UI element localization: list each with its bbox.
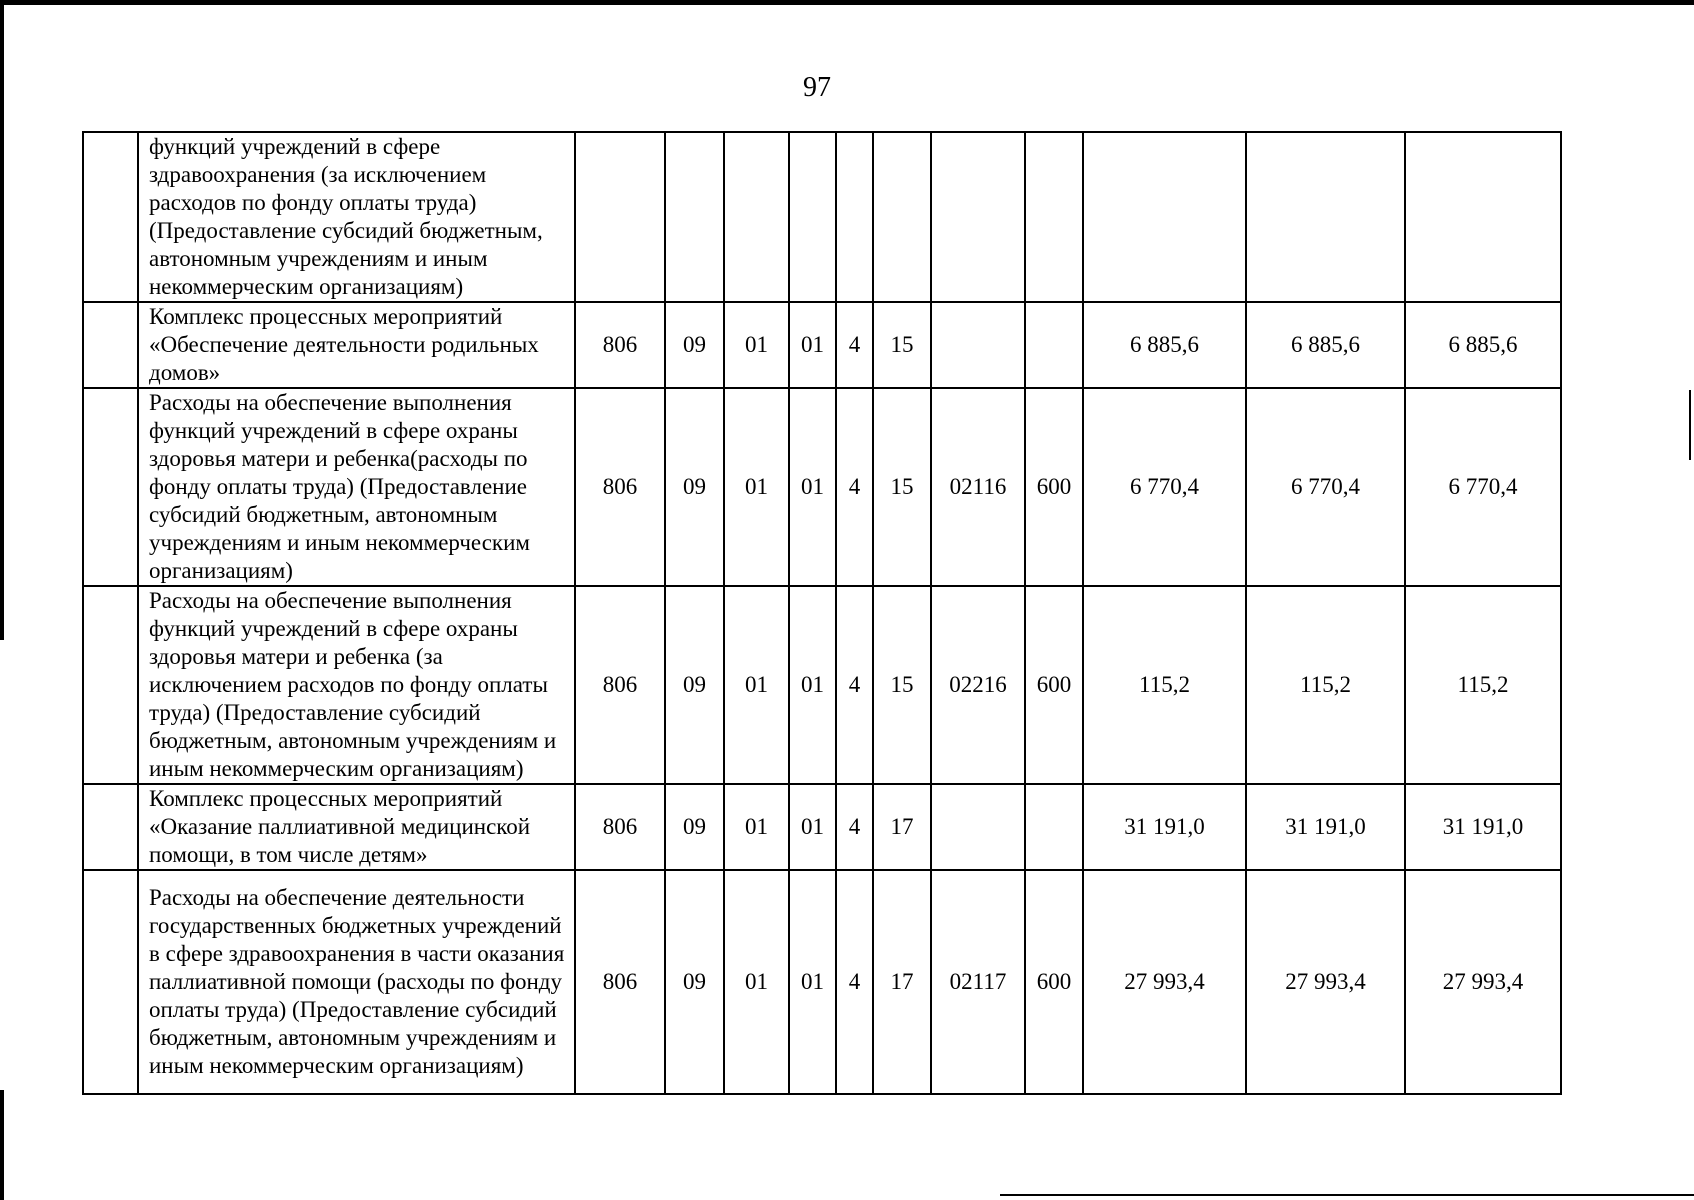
program-code-cell: 01 — [789, 388, 836, 586]
ministry-code-cell: 806 — [575, 870, 665, 1094]
description-cell: Комплекс процессных мероприятий «Оказание паллиативной медицинской помощи, в том числе детям» — [138, 784, 575, 870]
description-cell: Расходы на обеспечение деятельности государственных бюджетных учреждений в сфере здравоохранения в части оказания паллиативной помощи (расходы по фонду оплаты труда) (Предоставление субсидий бюджетным, автономным учреждениям и иным некоммерческим организациям) — [138, 870, 575, 1094]
ministry-code-cell: 806 — [575, 784, 665, 870]
table-row — [83, 132, 1561, 302]
direction-code-cell — [931, 302, 1025, 388]
table-row — [83, 302, 1561, 388]
subsection-code-cell: 01 — [724, 388, 789, 586]
amount-year1-cell — [1083, 132, 1246, 302]
section-code-cell: 09 — [665, 388, 724, 586]
program-code-cell: 01 — [789, 586, 836, 784]
complex-code-cell: 15 — [873, 586, 931, 784]
program-code-cell: 01 — [789, 870, 836, 1094]
subsection-code-cell: 01 — [724, 586, 789, 784]
subsection-code-cell: 01 — [724, 784, 789, 870]
amount-year2-cell: 31 191,0 — [1246, 784, 1405, 870]
amount-year1-cell: 31 191,0 — [1083, 784, 1246, 870]
program-code-cell: 01 — [789, 784, 836, 870]
amount-year3-cell: 31 191,0 — [1405, 784, 1561, 870]
complex-code-cell: 17 — [873, 870, 931, 1094]
amount-year3-cell: 115,2 — [1405, 586, 1561, 784]
table-row — [83, 388, 1561, 586]
budget-table — [82, 131, 1562, 1095]
subsection-code-cell: 01 — [724, 302, 789, 388]
complex-code-cell: 15 — [873, 302, 931, 388]
section-code-cell: 09 — [665, 586, 724, 784]
amount-year1-cell: 27 993,4 — [1083, 870, 1246, 1094]
subsection-code-cell — [724, 132, 789, 302]
amount-year3-cell — [1405, 132, 1561, 302]
expense-type-cell: 600 — [1025, 388, 1083, 586]
scan-left-border-lower — [0, 1090, 4, 1200]
expense-type-cell: 600 — [1025, 870, 1083, 1094]
row-number-cell — [83, 388, 138, 586]
direction-code-cell: 02216 — [931, 586, 1025, 784]
page-number: 97 — [803, 72, 831, 103]
section-code-cell: 09 — [665, 302, 724, 388]
expense-type-cell — [1025, 784, 1083, 870]
direction-code-cell: 02116 — [931, 388, 1025, 586]
section-code-cell: 09 — [665, 870, 724, 1094]
row-number-cell — [83, 132, 138, 302]
type-code-cell — [836, 132, 873, 302]
scan-top-border — [0, 0, 1694, 5]
row-number-cell — [83, 784, 138, 870]
amount-year3-cell: 27 993,4 — [1405, 870, 1561, 1094]
direction-code-cell — [931, 784, 1025, 870]
description-cell: Комплекс процессных мероприятий «Обеспечение деятельности родильных домов» — [138, 302, 575, 388]
type-code-cell: 4 — [836, 586, 873, 784]
amount-year2-cell: 27 993,4 — [1246, 870, 1405, 1094]
program-code-cell: 01 — [789, 302, 836, 388]
section-code-cell — [665, 132, 724, 302]
direction-code-cell: 02117 — [931, 870, 1025, 1094]
row-number-cell — [83, 870, 138, 1094]
program-code-cell — [789, 132, 836, 302]
section-code-cell: 09 — [665, 784, 724, 870]
expense-type-cell — [1025, 132, 1083, 302]
ministry-code-cell: 806 — [575, 388, 665, 586]
expense-type-cell — [1025, 302, 1083, 388]
type-code-cell: 4 — [836, 870, 873, 1094]
amount-year2-cell: 6 885,6 — [1246, 302, 1405, 388]
type-code-cell: 4 — [836, 388, 873, 586]
subsection-code-cell: 01 — [724, 870, 789, 1094]
ministry-code-cell: 806 — [575, 302, 665, 388]
amount-year2-cell — [1246, 132, 1405, 302]
type-code-cell: 4 — [836, 302, 873, 388]
scan-bottom-border — [1000, 1194, 1694, 1196]
amount-year3-cell: 6 770,4 — [1405, 388, 1561, 586]
amount-year1-cell: 6 885,6 — [1083, 302, 1246, 388]
type-code-cell: 4 — [836, 784, 873, 870]
table-row — [83, 870, 1561, 1094]
complex-code-cell — [873, 132, 931, 302]
amount-year2-cell: 115,2 — [1246, 586, 1405, 784]
description-cell: Расходы на обеспечение выполнения функций учреждений в сфере охраны здоровья матери и ребенка (за исключением расходов по фонду оплаты труда) (Предоставление субсидий бюджетным, автономным учреждениям и иным некоммерческим организациям) — [138, 586, 575, 784]
scan-right-edge-mark — [1689, 390, 1691, 460]
ministry-code-cell: 806 — [575, 586, 665, 784]
amount-year3-cell: 6 885,6 — [1405, 302, 1561, 388]
amount-year1-cell: 115,2 — [1083, 586, 1246, 784]
row-number-cell — [83, 586, 138, 784]
expense-type-cell: 600 — [1025, 586, 1083, 784]
ministry-code-cell — [575, 132, 665, 302]
description-cell: функций учреждений в сфере здравоохранения (за исключением расходов по фонду оплаты труда) (Предоставление субсидий бюджетным, автономным учреждениям и иным некоммерческим организациям) — [138, 132, 575, 302]
table-row — [83, 586, 1561, 784]
amount-year2-cell: 6 770,4 — [1246, 388, 1405, 586]
direction-code-cell — [931, 132, 1025, 302]
amount-year1-cell: 6 770,4 — [1083, 388, 1246, 586]
complex-code-cell: 17 — [873, 784, 931, 870]
row-number-cell — [83, 302, 138, 388]
table-row — [83, 784, 1561, 870]
description-cell: Расходы на обеспечение выполнения функций учреждений в сфере охраны здоровья матери и ребенка(расходы по фонду оплаты труда) (Предоставление субсидий бюджетным, автономным учреждениям и иным некоммерческим организациям) — [138, 388, 575, 586]
complex-code-cell: 15 — [873, 388, 931, 586]
